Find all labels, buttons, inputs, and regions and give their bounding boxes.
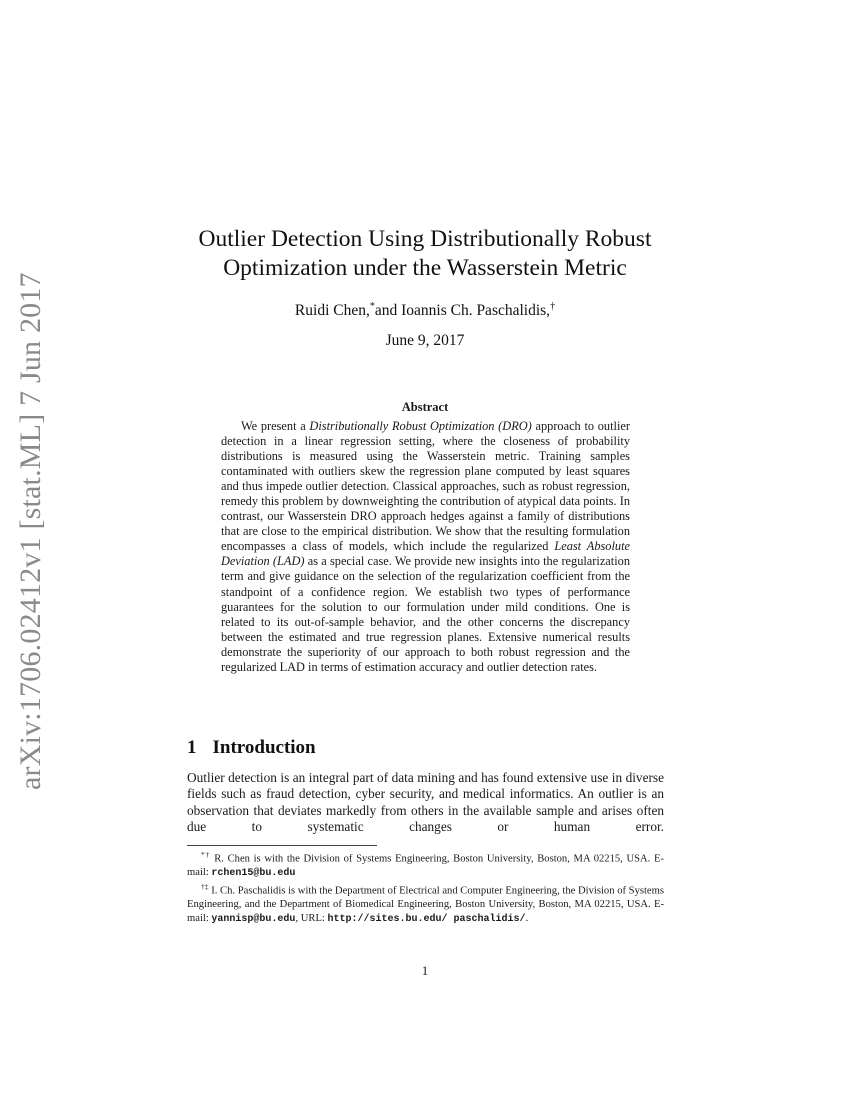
title-line-1: Outlier Detection Using Distributionally Robust bbox=[198, 226, 652, 252]
author-2: and Ioannis Ch. Paschalidis, bbox=[374, 302, 551, 320]
author-list bbox=[100, 301, 750, 320]
introduction-paragraph: Outlier detection is an integral part of data mining and has found extensive use in diverse fields such as fraud detection, cyber security, and medical informatics. An outlier is an observation that deviates markedly from others in the available sample and arises often due to systematic changes or human error. bbox=[187, 770, 664, 834]
abstract-heading: Abstract bbox=[401, 400, 449, 414]
paper-title bbox=[100, 225, 750, 283]
section-number: 1 bbox=[187, 737, 197, 758]
abstract-text-2: approach to outlier detection in a linear regression setting, where the closeness of probability distributions is measured using the Wasserstein metric. Training samples contaminated with outliers skew the regression plane computed by least squares and thus impede outlier detection. Classical approaches, such as robust regression, remedy this problem by downweighting the contribution of atypical data points. In contrast, our Wasserstein DRO approach hedges against a family of distributions that are close to the empirical distribution. We show that the resulting formulation encompasses a class of models, which include the regularized bbox=[221, 419, 630, 554]
footnote-1-text: R. Chen is with the Division of Systems Engineering, Boston University, Boston, MA 02215, USA. E-mail: bbox=[187, 853, 664, 878]
section-heading-introduction bbox=[187, 737, 316, 759]
abstract-emphasis-dro: Distributionally Robust Optimization (DRO) bbox=[309, 419, 532, 433]
author-2-mark: † bbox=[550, 301, 556, 312]
footnote-2-mark: †‡ bbox=[201, 882, 209, 892]
footnote-2-text: I. Ch. Paschalidis is with the Department of Electrical and Computer Engineering, the Division of Systems Engineering, and the Department of Biomedical Engineering, Boston University, Boston, MA 02215, USA. E-mail: bbox=[187, 885, 665, 924]
footnote-2 bbox=[187, 880, 664, 926]
abstract-emphasis-lad: Least Absolute Deviation (LAD) bbox=[221, 539, 630, 569]
arxiv-identifier: arXiv:1706.02412v1 [stat.ML] 7 Jun 2017 bbox=[14, 272, 47, 790]
footnote-1-email[interactable]: rchen15@bu.edu bbox=[211, 867, 296, 879]
footnote-1 bbox=[187, 848, 664, 880]
title-line-2: Optimization under the Wasserstein Metric bbox=[223, 255, 627, 281]
footnote-divider bbox=[187, 845, 377, 846]
footnote-2-email[interactable]: yannisp@bu.edu bbox=[211, 913, 296, 925]
footnote-2-url[interactable]: http://sites.bu.edu/ paschalidis/ bbox=[327, 913, 526, 925]
abstract-text-1: We present a bbox=[241, 419, 310, 433]
footnote-2-url-label: , URL: bbox=[295, 912, 328, 924]
author-1: Ruidi Chen, bbox=[294, 302, 370, 320]
abstract-text-3: as a special case. We provide new insights into the regularization term and give guidance on the selection of the regularization coefficient from the standpoint of a confidence region. We establish two types of performance guarantees for the solution to our formulation under mild conditions. One is related to its out-of-sample behavior, and the other concerns the discrepancy between the estimated and true regression planes. Extensive numerical results demonstrate the superiority of our approach to both robust regression and the regularized LAD in terms of estimation accuracy and outlier detection rates. bbox=[221, 554, 630, 674]
section-title: Introduction bbox=[212, 737, 316, 758]
abstract-body bbox=[221, 419, 630, 675]
footnote-1-mark: *† bbox=[201, 850, 211, 859]
footnotes bbox=[187, 848, 664, 926]
page-number: 1 bbox=[421, 963, 429, 978]
footnote-2-end: . bbox=[525, 912, 529, 924]
author-1-mark: * bbox=[369, 301, 375, 312]
publication-date: June 9, 2017 bbox=[385, 332, 465, 349]
